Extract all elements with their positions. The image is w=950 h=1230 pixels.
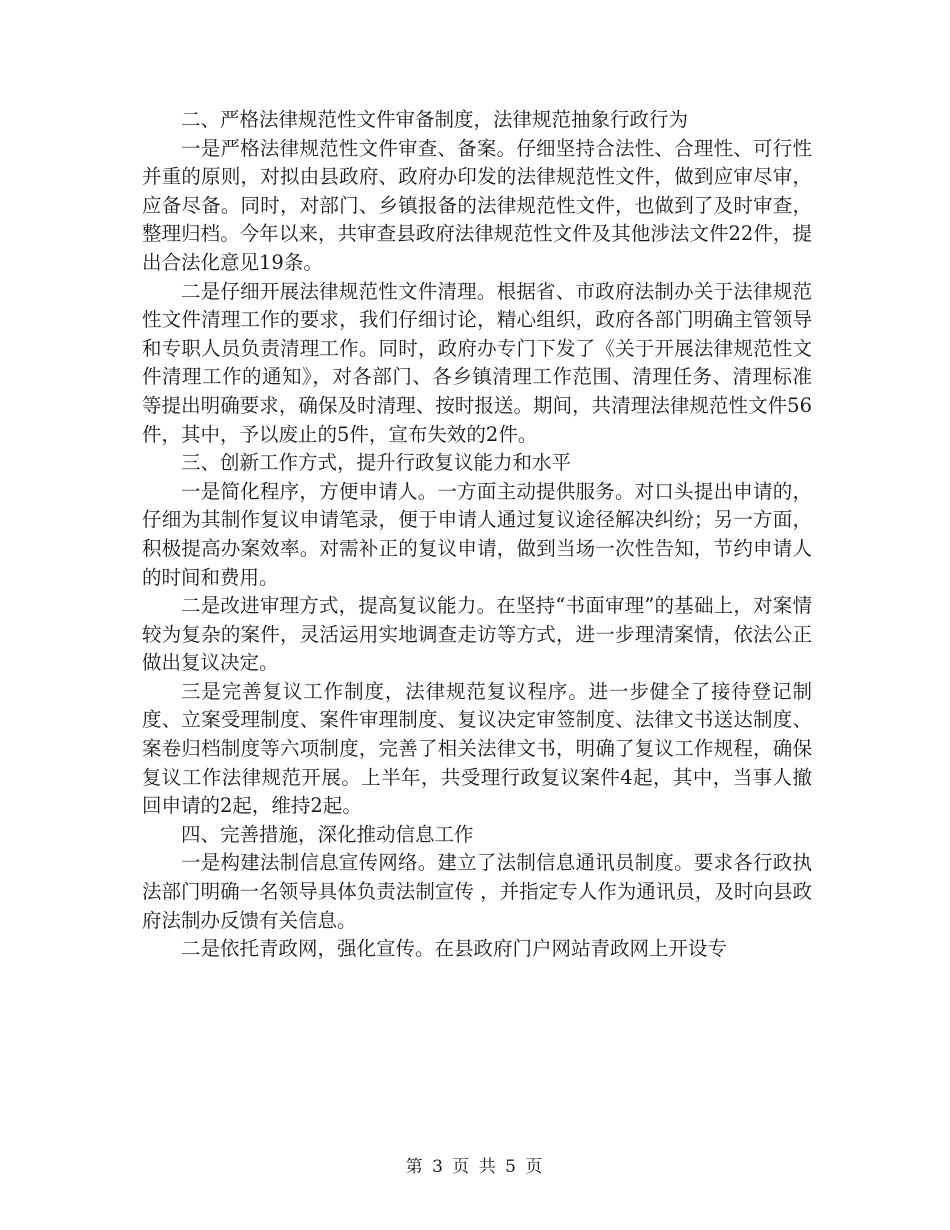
paragraph: 一是简化程序，方便申请人。一方面主动提供服务。对口头提出申请的，仔细为其制作复议申请笔录，便于申请人通过复议途径解决纠纷；另一方面，积极提高办案效率。对需补正的复议申请，做到当场一次性告知，节约申请人的时间和费用。 (142, 479, 812, 589)
paragraph: 二是依托青政网，强化宣传。在县政府门户网站青政网上开设专 (181, 937, 728, 961)
section-heading-3: 三、创新工作方式，提升行政复议能力和水平 (181, 451, 572, 475)
section-heading-4: 四、完善措施，深化推动信息工作 (181, 822, 474, 846)
document-body (142, 106, 812, 964)
paragraph: 一是严格法律规范性文件审查、备案。仔细坚持合法性、合理性、可行性并重的原则，对拟由县政府、政府办印发的法律规范性文件，做到应审尽审，应备尽备。同时，对部门、乡镇报备的法律规范性文件，也做到了及时审查，整理归档。今年以来，共审查县政府法律规范性文件及其他涉法文件22件，提出合法化意见19条。 (142, 136, 812, 274)
section-heading-2: 二、严格法律规范性文件审备制度，法律规范抽象行政行为 (181, 108, 689, 131)
page-number-footer: 第 3 页 共 5 页 (405, 1157, 545, 1177)
paragraph: 一是构建法制信息宣传网络。建立了法制信息通讯员制度。要求各行政执法部门明确一名领导具体负责法制宣传 ，并指定专人作为通讯员，及时向县政府法制办反馈有关信息。 (142, 851, 812, 932)
paragraph: 二是仔细开展法律规范性文件清理。根据省、市政府法制办关于法律规范性文件清理工作的要求，我们仔细讨论，精心组织，政府各部门明确主管领导和专职人员负责清理工作。同时，政府办专门下发了《关于开展法律规范性文件清理工作的通知》，对各部门、各乡镇清理工作范围、清理任务、清理标准等提出明确要求，确保及时清理、按时报送。期间，共清理法律规范性文件56件，其中，予以废止的5件，宣布失效的2件。 (142, 279, 812, 446)
paragraph: 三是完善复议工作制度，法律规范复议程序。进一步健全了接待登记制度、立案受理制度、案件审理制度、复议决定审签制度、法律文书送达制度、案卷归档制度等六项制度，完善了相关法律文书，明确了复议工作规程，确保复议工作法律规范开展。上半年，共受理行政复议案件4起，其中，当事人撤回申请的2起，维持2起。 (142, 679, 812, 818)
paragraph: 二是改进审理方式，提高复议能力。在坚持“书面审理”的基础上，对案情较为复杂的案件，灵活运用实地调查走访等方式，进一步理清案情，依法公正做出复议决定。 (142, 594, 812, 675)
